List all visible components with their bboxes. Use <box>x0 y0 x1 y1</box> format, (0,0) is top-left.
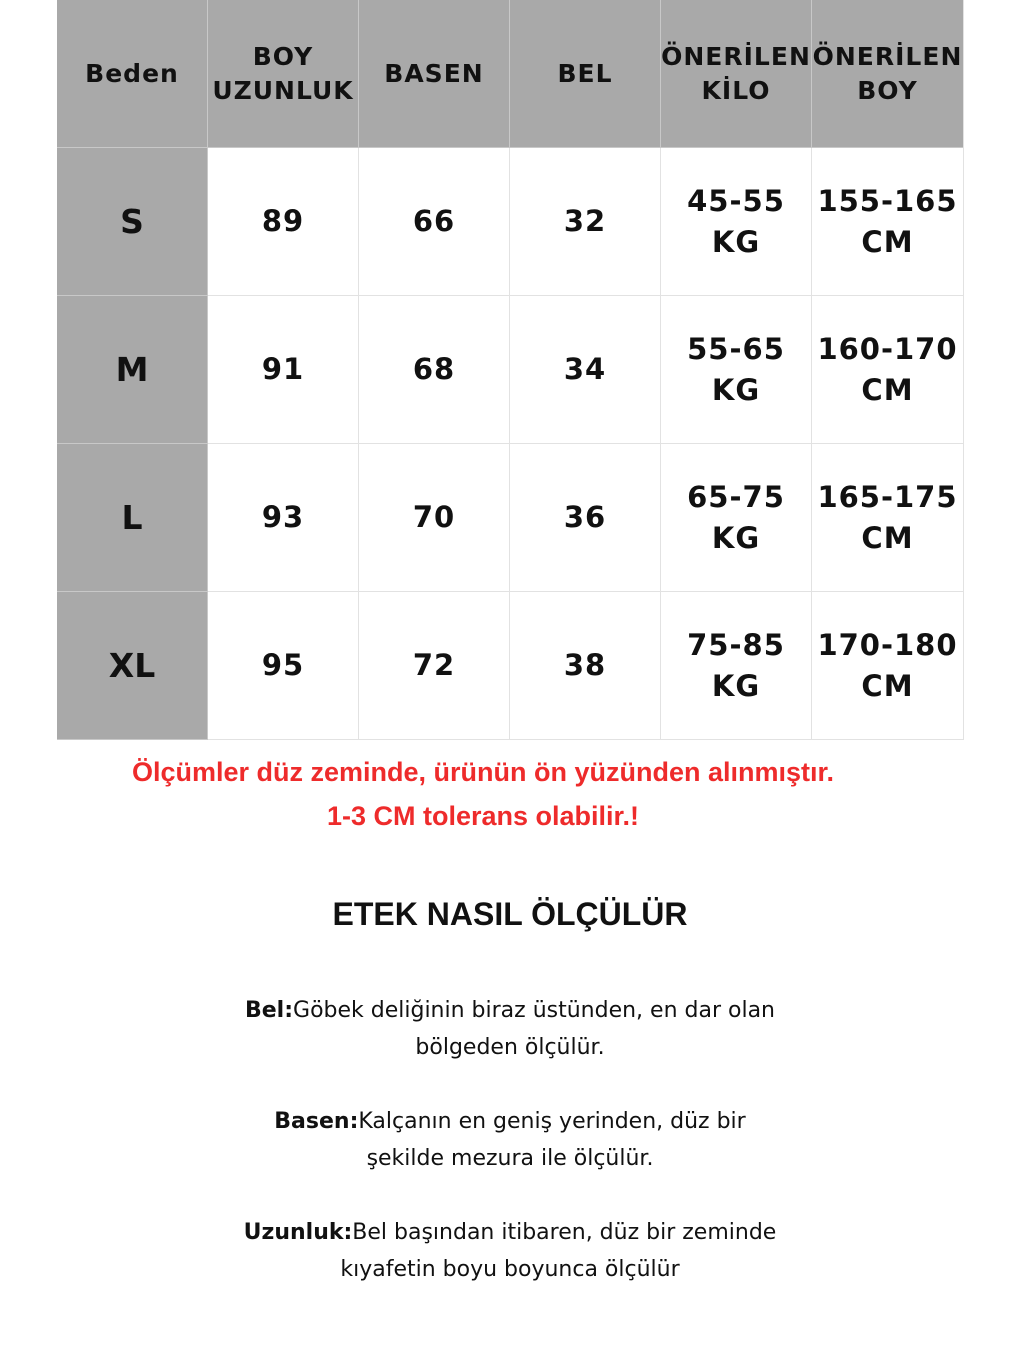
table-cell-boy: 91 <box>208 296 359 444</box>
size-label-s: S <box>57 148 208 296</box>
header-bel: BEL <box>510 0 661 148</box>
guide-title: ETEK NASIL ÖLÇÜLÜR <box>332 896 688 932</box>
table-cell-bel: 32 <box>510 148 661 296</box>
header-basen: BASEN <box>359 0 510 148</box>
guide-label: Bel: <box>244 998 294 1023</box>
guide-text: Bel başından itibaren, düz bir zeminde <box>352 1220 777 1245</box>
table-cell-onerilen-boy: 155-165 CM <box>812 148 963 296</box>
guide-item-uzunluk <box>0 1214 1020 1288</box>
size-label-l: L <box>57 444 208 592</box>
table-cell-basen: 66 <box>359 148 510 296</box>
size-label-xl: XL <box>57 592 208 740</box>
table-cell-boy: 89 <box>208 148 359 296</box>
table-cell-kilo: 55-65 KG <box>661 296 812 444</box>
guide-line: şekilde mezura ile ölçülür. <box>366 1146 654 1171</box>
guide-item-basen <box>0 1103 1020 1177</box>
header-beden: Beden <box>57 0 208 148</box>
guide-text: Kalçanın en geniş yerinden, düz bir <box>358 1109 746 1134</box>
table-cell-kilo: 65-75 KG <box>661 444 812 592</box>
guide-text: Göbek deliğinin biraz üstünden, en dar olan <box>293 998 775 1023</box>
table-cell-boy: 95 <box>208 592 359 740</box>
table-cell-onerilen-boy: 170-180 CM <box>812 592 963 740</box>
table-cell-onerilen-boy: 160-170 CM <box>812 296 963 444</box>
table-cell-onerilen-boy: 165-175 CM <box>812 444 963 592</box>
guide-line <box>0 1103 1020 1140</box>
table-cell-basen: 68 <box>359 296 510 444</box>
guide-line: kıyafetin boyu boyunca ölçülür <box>340 1257 680 1282</box>
header-boy-uzunluk: BOY UZUNLUK <box>208 0 359 148</box>
table-cell-kilo: 45-55 KG <box>661 148 812 296</box>
measurement-notice: Ölçümler düz zeminde, ürünün ön yüzünden alınmıştır. <box>131 757 835 787</box>
table-cell-bel: 34 <box>510 296 661 444</box>
guide-label: Uzunluk: <box>243 1220 353 1245</box>
size-label-m: M <box>57 296 208 444</box>
header-onerilen-kilo: ÖNERİLEN KİLO <box>661 0 812 148</box>
guide-line: bölgeden ölçülür. <box>415 1035 605 1060</box>
guide-item-bel <box>0 992 1020 1066</box>
table-cell-boy: 93 <box>208 444 359 592</box>
guide-line <box>0 1214 1020 1251</box>
size-chart-table <box>57 0 964 740</box>
guide-line <box>0 992 1020 1029</box>
table-cell-bel: 36 <box>510 444 661 592</box>
table-cell-basen: 70 <box>359 444 510 592</box>
table-cell-basen: 72 <box>359 592 510 740</box>
table-cell-bel: 38 <box>510 592 661 740</box>
tolerance-notice: 1-3 CM tolerans olabilir.! <box>326 801 640 831</box>
table-cell-kilo: 75-85 KG <box>661 592 812 740</box>
header-onerilen-boy: ÖNERİLEN BOY <box>812 0 963 148</box>
guide-label: Basen: <box>274 1109 359 1134</box>
